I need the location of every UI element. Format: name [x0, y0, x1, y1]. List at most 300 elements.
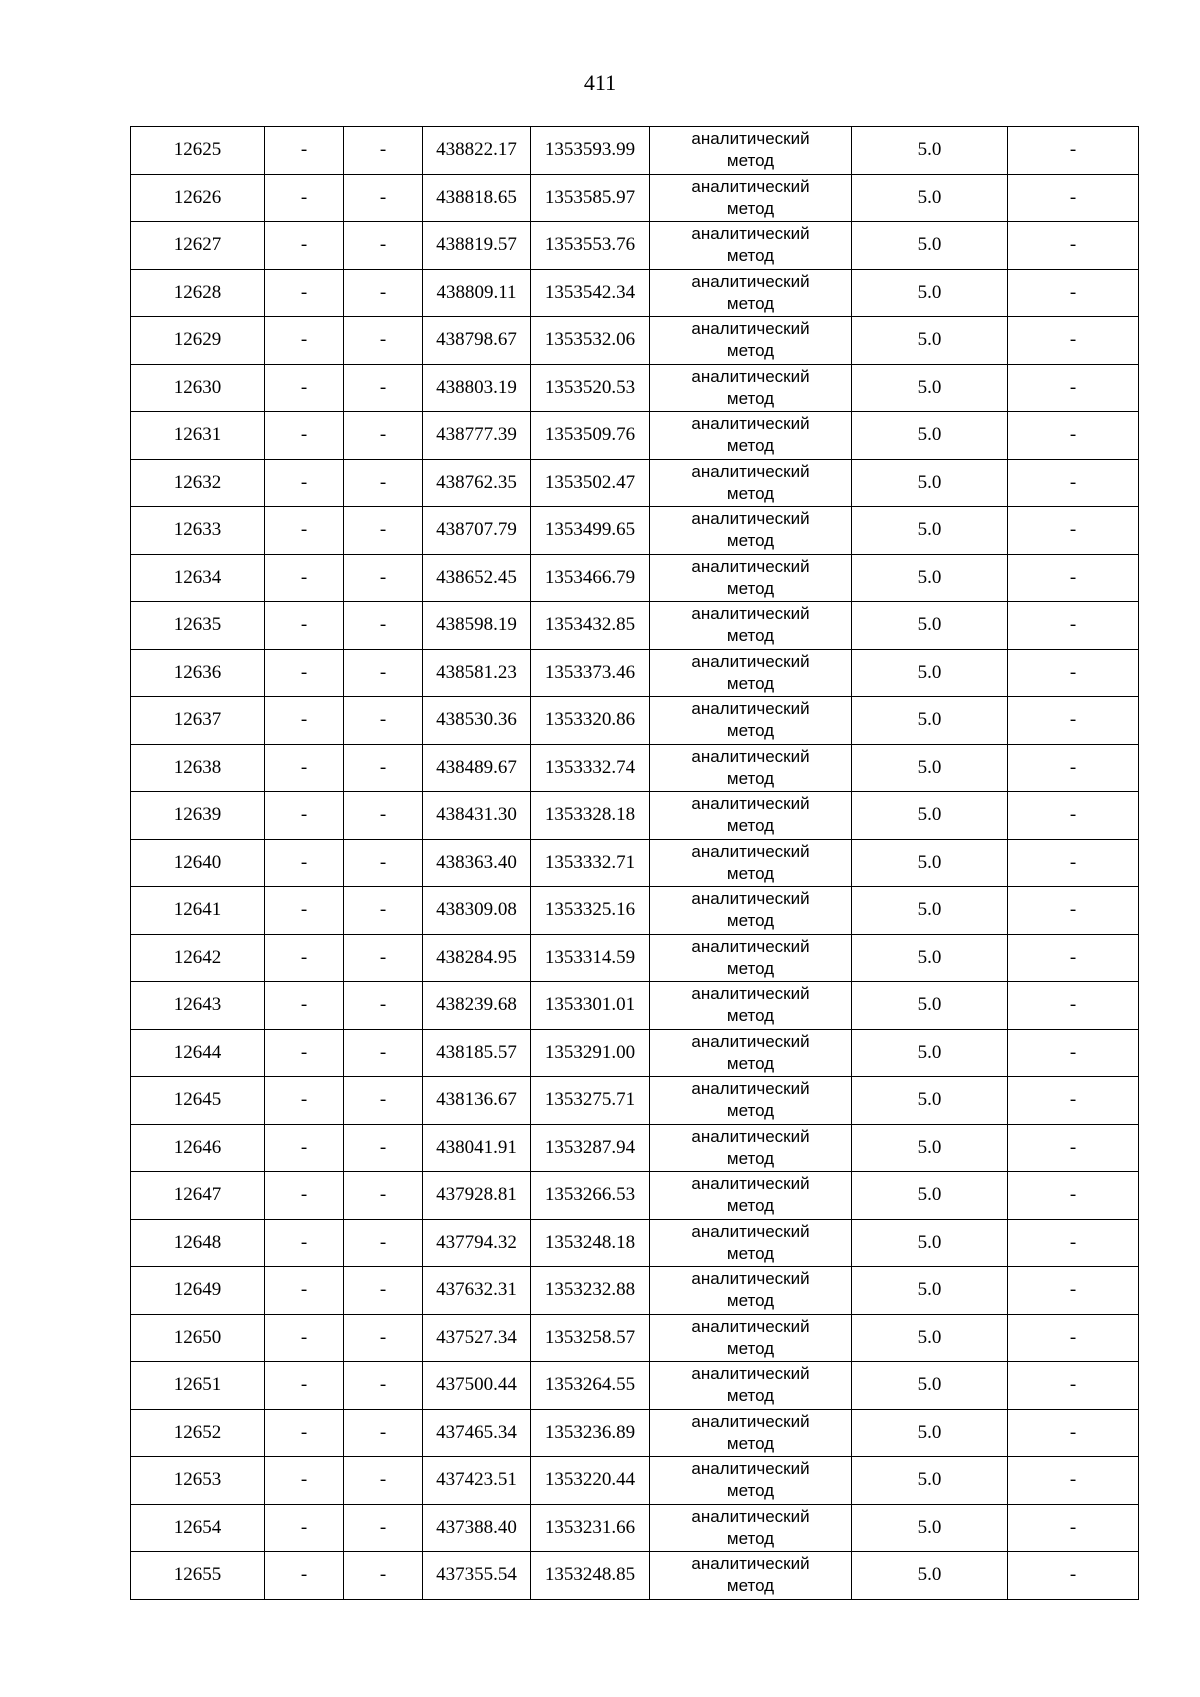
accuracy-value-cell: 5.0	[852, 554, 1008, 602]
accuracy-value-cell: 5.0	[852, 1314, 1008, 1362]
method-cell	[650, 744, 852, 792]
y-coordinate-cell: 1353287.94	[531, 1124, 650, 1172]
point-number-cell: 12636	[131, 649, 265, 697]
dash-cell-col3: -	[344, 887, 423, 935]
x-coordinate-cell: 438185.57	[423, 1029, 531, 1077]
y-coordinate-cell: 1353275.71	[531, 1077, 650, 1125]
y-coordinate-cell: 1353231.66	[531, 1504, 650, 1552]
method-text-line2: метод	[726, 1053, 775, 1073]
method-text-line1: аналитический	[691, 936, 810, 956]
point-number-cell: 12637	[131, 697, 265, 745]
dash-cell-col9: -	[1008, 364, 1139, 412]
y-coordinate-cell: 1353520.53	[531, 364, 650, 412]
dash-cell-col3: -	[344, 364, 423, 412]
method-text-line1: аналитический	[691, 176, 810, 196]
method-cell	[650, 1504, 852, 1552]
method-text-line1: аналитический	[691, 794, 810, 814]
x-coordinate-cell: 438284.95	[423, 934, 531, 982]
accuracy-value-cell: 5.0	[852, 1362, 1008, 1410]
point-number-cell: 12641	[131, 887, 265, 935]
table-row	[131, 1124, 1139, 1172]
point-number-cell: 12647	[131, 1172, 265, 1220]
accuracy-value-cell: 5.0	[852, 269, 1008, 317]
method-text-line1: аналитический	[691, 841, 810, 861]
dash-cell-col2: -	[265, 127, 344, 175]
x-coordinate-cell: 438822.17	[423, 127, 531, 175]
table-row	[131, 269, 1139, 317]
method-text-line1: аналитический	[691, 1221, 810, 1241]
method-text-line2: метод	[726, 721, 775, 741]
table-row	[131, 839, 1139, 887]
method-cell	[650, 602, 852, 650]
dash-cell-col3: -	[344, 1124, 423, 1172]
y-coordinate-cell: 1353266.53	[531, 1172, 650, 1220]
dash-cell-col3: -	[344, 1362, 423, 1410]
method-cell	[650, 1457, 852, 1505]
accuracy-value-cell: 5.0	[852, 1124, 1008, 1172]
dash-cell-col9: -	[1008, 269, 1139, 317]
y-coordinate-cell: 1353542.34	[531, 269, 650, 317]
point-number-cell: 12651	[131, 1362, 265, 1410]
x-coordinate-cell: 437794.32	[423, 1219, 531, 1267]
point-number-cell: 12633	[131, 507, 265, 555]
dash-cell-col3: -	[344, 222, 423, 270]
dash-cell-col9: -	[1008, 222, 1139, 270]
table-row	[131, 1172, 1139, 1220]
dash-cell-col3: -	[344, 1457, 423, 1505]
accuracy-value-cell: 5.0	[852, 364, 1008, 412]
dash-cell-col3: -	[344, 127, 423, 175]
accuracy-value-cell: 5.0	[852, 839, 1008, 887]
accuracy-value-cell: 5.0	[852, 1409, 1008, 1457]
y-coordinate-cell: 1353585.97	[531, 174, 650, 222]
table-row	[131, 1457, 1139, 1505]
dash-cell-col3: -	[344, 1314, 423, 1362]
dash-cell-col3: -	[344, 697, 423, 745]
accuracy-value-cell: 5.0	[852, 792, 1008, 840]
dash-cell-col2: -	[265, 507, 344, 555]
x-coordinate-cell: 438581.23	[423, 649, 531, 697]
point-number-cell: 12642	[131, 934, 265, 982]
accuracy-value-cell: 5.0	[852, 222, 1008, 270]
dash-cell-col2: -	[265, 1172, 344, 1220]
dash-cell-col2: -	[265, 1029, 344, 1077]
method-cell	[650, 1314, 852, 1362]
x-coordinate-cell: 438239.68	[423, 982, 531, 1030]
dash-cell-col2: -	[265, 222, 344, 270]
dash-cell-col9: -	[1008, 507, 1139, 555]
method-cell	[650, 412, 852, 460]
dash-cell-col9: -	[1008, 1077, 1139, 1125]
y-coordinate-cell: 1353236.89	[531, 1409, 650, 1457]
method-text-line1: аналитический	[691, 556, 810, 576]
x-coordinate-cell: 437928.81	[423, 1172, 531, 1220]
table-row	[131, 744, 1139, 792]
method-cell	[650, 174, 852, 222]
y-coordinate-cell: 1353593.99	[531, 127, 650, 175]
point-number-cell: 12626	[131, 174, 265, 222]
dash-cell-col2: -	[265, 1314, 344, 1362]
dash-cell-col2: -	[265, 697, 344, 745]
dash-cell-col9: -	[1008, 1124, 1139, 1172]
y-coordinate-cell: 1353499.65	[531, 507, 650, 555]
y-coordinate-cell: 1353328.18	[531, 792, 650, 840]
dash-cell-col2: -	[265, 1077, 344, 1125]
x-coordinate-cell: 437632.31	[423, 1267, 531, 1315]
x-coordinate-cell: 438363.40	[423, 839, 531, 887]
method-text-line2: метод	[726, 1006, 775, 1026]
y-coordinate-cell: 1353509.76	[531, 412, 650, 460]
method-cell	[650, 222, 852, 270]
dash-cell-col9: -	[1008, 1219, 1139, 1267]
method-text-line2: метод	[726, 1528, 775, 1548]
method-text-line1: аналитический	[691, 1126, 810, 1146]
x-coordinate-cell: 438798.67	[423, 317, 531, 365]
dash-cell-col3: -	[344, 602, 423, 650]
dash-cell-col3: -	[344, 982, 423, 1030]
method-text-line2: метод	[726, 436, 775, 456]
y-coordinate-cell: 1353532.06	[531, 317, 650, 365]
dash-cell-col2: -	[265, 602, 344, 650]
dash-cell-col9: -	[1008, 1362, 1139, 1410]
dash-cell-col9: -	[1008, 412, 1139, 460]
method-text-line1: аналитический	[691, 129, 810, 149]
point-number-cell: 12648	[131, 1219, 265, 1267]
dash-cell-col2: -	[265, 1362, 344, 1410]
dash-cell-col2: -	[265, 269, 344, 317]
method-cell	[650, 1219, 852, 1267]
method-text-line2: метод	[726, 1433, 775, 1453]
dash-cell-col9: -	[1008, 1314, 1139, 1362]
table-row	[131, 507, 1139, 555]
method-text-line2: метод	[726, 293, 775, 313]
method-text-line1: аналитический	[691, 1316, 810, 1336]
table-row	[131, 649, 1139, 697]
dash-cell-col3: -	[344, 649, 423, 697]
dash-cell-col9: -	[1008, 887, 1139, 935]
coordinates-table	[130, 126, 1139, 1600]
y-coordinate-cell: 1353432.85	[531, 602, 650, 650]
method-text-line1: аналитический	[691, 1174, 810, 1194]
accuracy-value-cell: 5.0	[852, 1077, 1008, 1125]
dash-cell-col2: -	[265, 839, 344, 887]
dash-cell-col9: -	[1008, 1409, 1139, 1457]
point-number-cell: 12653	[131, 1457, 265, 1505]
method-text-line1: аналитический	[691, 889, 810, 909]
method-text-line2: метод	[726, 1148, 775, 1168]
dash-cell-col2: -	[265, 1552, 344, 1600]
point-number-cell: 12638	[131, 744, 265, 792]
x-coordinate-cell: 438818.65	[423, 174, 531, 222]
table-row	[131, 697, 1139, 745]
y-coordinate-cell: 1353553.76	[531, 222, 650, 270]
table-row	[131, 602, 1139, 650]
x-coordinate-cell: 438777.39	[423, 412, 531, 460]
point-number-cell: 12639	[131, 792, 265, 840]
method-text-line2: метод	[726, 341, 775, 361]
point-number-cell: 12644	[131, 1029, 265, 1077]
method-text-line2: метод	[726, 246, 775, 266]
method-text-line1: аналитический	[691, 1031, 810, 1051]
x-coordinate-cell: 438803.19	[423, 364, 531, 412]
dash-cell-col2: -	[265, 554, 344, 602]
y-coordinate-cell: 1353466.79	[531, 554, 650, 602]
page-number: 411	[583, 70, 617, 95]
method-text-line2: метод	[726, 958, 775, 978]
dash-cell-col9: -	[1008, 602, 1139, 650]
method-text-line1: аналитический	[691, 1411, 810, 1431]
dash-cell-col9: -	[1008, 1267, 1139, 1315]
dash-cell-col2: -	[265, 1504, 344, 1552]
dash-cell-col3: -	[344, 1172, 423, 1220]
point-number-cell: 12652	[131, 1409, 265, 1457]
method-text-line1: аналитический	[691, 414, 810, 434]
accuracy-value-cell: 5.0	[852, 412, 1008, 460]
point-number-cell: 12640	[131, 839, 265, 887]
dash-cell-col3: -	[344, 934, 423, 982]
y-coordinate-cell: 1353502.47	[531, 459, 650, 507]
accuracy-value-cell: 5.0	[852, 887, 1008, 935]
dash-cell-col9: -	[1008, 649, 1139, 697]
dash-cell-col9: -	[1008, 459, 1139, 507]
dash-cell-col3: -	[344, 1077, 423, 1125]
method-cell	[650, 1172, 852, 1220]
point-number-cell: 12655	[131, 1552, 265, 1600]
method-text-line1: аналитический	[691, 604, 810, 624]
method-text-line1: аналитический	[691, 1554, 810, 1574]
method-text-line1: аналитический	[691, 651, 810, 671]
y-coordinate-cell: 1353373.46	[531, 649, 650, 697]
method-text-line1: аналитический	[691, 699, 810, 719]
method-text-line1: аналитический	[691, 271, 810, 291]
table-row	[131, 1409, 1139, 1457]
dash-cell-col9: -	[1008, 744, 1139, 792]
x-coordinate-cell: 438652.45	[423, 554, 531, 602]
dash-cell-col9: -	[1008, 1029, 1139, 1077]
x-coordinate-cell: 437388.40	[423, 1504, 531, 1552]
dash-cell-col3: -	[344, 1029, 423, 1077]
method-cell	[650, 1124, 852, 1172]
dash-cell-col2: -	[265, 459, 344, 507]
method-text-line1: аналитический	[691, 1459, 810, 1479]
y-coordinate-cell: 1353264.55	[531, 1362, 650, 1410]
method-cell	[650, 1267, 852, 1315]
dash-cell-col9: -	[1008, 554, 1139, 602]
dash-cell-col3: -	[344, 507, 423, 555]
accuracy-value-cell: 5.0	[852, 174, 1008, 222]
method-text-line1: аналитический	[691, 319, 810, 339]
point-number-cell: 12630	[131, 364, 265, 412]
point-number-cell: 12631	[131, 412, 265, 460]
dash-cell-col2: -	[265, 364, 344, 412]
y-coordinate-cell: 1353232.88	[531, 1267, 650, 1315]
x-coordinate-cell: 437500.44	[423, 1362, 531, 1410]
dash-cell-col2: -	[265, 1124, 344, 1172]
y-coordinate-cell: 1353248.85	[531, 1552, 650, 1600]
method-cell	[650, 1409, 852, 1457]
point-number-cell: 12632	[131, 459, 265, 507]
accuracy-value-cell: 5.0	[852, 1504, 1008, 1552]
x-coordinate-cell: 437527.34	[423, 1314, 531, 1362]
method-text-line2: метод	[726, 1101, 775, 1121]
dash-cell-col3: -	[344, 269, 423, 317]
dash-cell-col2: -	[265, 744, 344, 792]
dash-cell-col9: -	[1008, 317, 1139, 365]
dash-cell-col3: -	[344, 839, 423, 887]
dash-cell-col2: -	[265, 174, 344, 222]
x-coordinate-cell: 437423.51	[423, 1457, 531, 1505]
dash-cell-col2: -	[265, 792, 344, 840]
y-coordinate-cell: 1353314.59	[531, 934, 650, 982]
dash-cell-col3: -	[344, 1552, 423, 1600]
method-cell	[650, 1362, 852, 1410]
method-text-line2: метод	[726, 1291, 775, 1311]
point-number-cell: 12654	[131, 1504, 265, 1552]
method-text-line1: аналитический	[691, 366, 810, 386]
accuracy-value-cell: 5.0	[852, 1267, 1008, 1315]
dash-cell-col2: -	[265, 1457, 344, 1505]
table-body	[131, 127, 1139, 1600]
dash-cell-col2: -	[265, 412, 344, 460]
table-row	[131, 1077, 1139, 1125]
dash-cell-col9: -	[1008, 1552, 1139, 1600]
dash-cell-col3: -	[344, 744, 423, 792]
method-text-line2: метод	[726, 151, 775, 171]
table-row	[131, 127, 1139, 175]
method-text-line1: аналитический	[691, 1364, 810, 1384]
method-cell	[650, 934, 852, 982]
method-text-line1: аналитический	[691, 984, 810, 1004]
table-row	[131, 1219, 1139, 1267]
method-text-line1: аналитический	[691, 1269, 810, 1289]
method-cell	[650, 839, 852, 887]
dash-cell-col9: -	[1008, 792, 1139, 840]
method-text-line2: метод	[726, 626, 775, 646]
method-cell	[650, 127, 852, 175]
table-row	[131, 1362, 1139, 1410]
accuracy-value-cell: 5.0	[852, 1029, 1008, 1077]
table-row	[131, 934, 1139, 982]
dash-cell-col3: -	[344, 1267, 423, 1315]
x-coordinate-cell: 438707.79	[423, 507, 531, 555]
table-row	[131, 317, 1139, 365]
accuracy-value-cell: 5.0	[852, 1457, 1008, 1505]
y-coordinate-cell: 1353332.74	[531, 744, 650, 792]
dash-cell-col3: -	[344, 1504, 423, 1552]
method-text-line1: аналитический	[691, 1506, 810, 1526]
method-cell	[650, 269, 852, 317]
method-text-line2: метод	[726, 198, 775, 218]
method-text-line2: метод	[726, 863, 775, 883]
x-coordinate-cell: 438489.67	[423, 744, 531, 792]
table-row	[131, 1504, 1139, 1552]
dash-cell-col3: -	[344, 174, 423, 222]
dash-cell-col2: -	[265, 887, 344, 935]
method-cell	[650, 459, 852, 507]
method-text-line2: метод	[726, 911, 775, 931]
method-cell	[650, 887, 852, 935]
method-cell	[650, 649, 852, 697]
point-number-cell: 12635	[131, 602, 265, 650]
dash-cell-col3: -	[344, 412, 423, 460]
dash-cell-col2: -	[265, 1409, 344, 1457]
point-number-cell: 12625	[131, 127, 265, 175]
point-number-cell: 12628	[131, 269, 265, 317]
dash-cell-col9: -	[1008, 127, 1139, 175]
method-text-line2: метод	[726, 1386, 775, 1406]
method-cell	[650, 792, 852, 840]
dash-cell-col3: -	[344, 792, 423, 840]
dash-cell-col9: -	[1008, 1504, 1139, 1552]
dash-cell-col9: -	[1008, 934, 1139, 982]
accuracy-value-cell: 5.0	[852, 697, 1008, 745]
point-number-cell: 12645	[131, 1077, 265, 1125]
accuracy-value-cell: 5.0	[852, 649, 1008, 697]
y-coordinate-cell: 1353325.16	[531, 887, 650, 935]
table-row	[131, 1029, 1139, 1077]
method-text-line2: метод	[726, 388, 775, 408]
point-number-cell: 12629	[131, 317, 265, 365]
method-cell	[650, 697, 852, 745]
dash-cell-col3: -	[344, 554, 423, 602]
method-cell	[650, 507, 852, 555]
dash-cell-col3: -	[344, 1219, 423, 1267]
x-coordinate-cell: 438598.19	[423, 602, 531, 650]
y-coordinate-cell: 1353258.57	[531, 1314, 650, 1362]
method-text-line1: аналитический	[691, 746, 810, 766]
dash-cell-col2: -	[265, 934, 344, 982]
method-text-line1: аналитический	[691, 1079, 810, 1099]
method-cell	[650, 982, 852, 1030]
table-row	[131, 412, 1139, 460]
dash-cell-col9: -	[1008, 982, 1139, 1030]
accuracy-value-cell: 5.0	[852, 1219, 1008, 1267]
method-text-line1: аналитический	[691, 509, 810, 529]
accuracy-value-cell: 5.0	[852, 744, 1008, 792]
method-text-line2: метод	[726, 816, 775, 836]
method-text-line2: метод	[726, 1576, 775, 1596]
table-row	[131, 1267, 1139, 1315]
method-text-line2: метод	[726, 1196, 775, 1216]
table-row	[131, 982, 1139, 1030]
dash-cell-col9: -	[1008, 1172, 1139, 1220]
point-number-cell: 12627	[131, 222, 265, 270]
point-number-cell: 12643	[131, 982, 265, 1030]
method-text-line2: метод	[726, 673, 775, 693]
method-cell	[650, 364, 852, 412]
dash-cell-col2: -	[265, 982, 344, 1030]
x-coordinate-cell: 438819.57	[423, 222, 531, 270]
point-number-cell: 12649	[131, 1267, 265, 1315]
method-text-line2: метод	[726, 1243, 775, 1263]
accuracy-value-cell: 5.0	[852, 507, 1008, 555]
table-row	[131, 1314, 1139, 1362]
accuracy-value-cell: 5.0	[852, 982, 1008, 1030]
dash-cell-col2: -	[265, 1219, 344, 1267]
x-coordinate-cell: 438136.67	[423, 1077, 531, 1125]
dash-cell-col2: -	[265, 649, 344, 697]
table-row	[131, 554, 1139, 602]
method-text-line2: метод	[726, 531, 775, 551]
x-coordinate-cell: 438431.30	[423, 792, 531, 840]
table-row	[131, 1552, 1139, 1600]
method-text-line2: метод	[726, 483, 775, 503]
dash-cell-col2: -	[265, 317, 344, 365]
accuracy-value-cell: 5.0	[852, 1552, 1008, 1600]
accuracy-value-cell: 5.0	[852, 127, 1008, 175]
y-coordinate-cell: 1353301.01	[531, 982, 650, 1030]
method-cell	[650, 317, 852, 365]
